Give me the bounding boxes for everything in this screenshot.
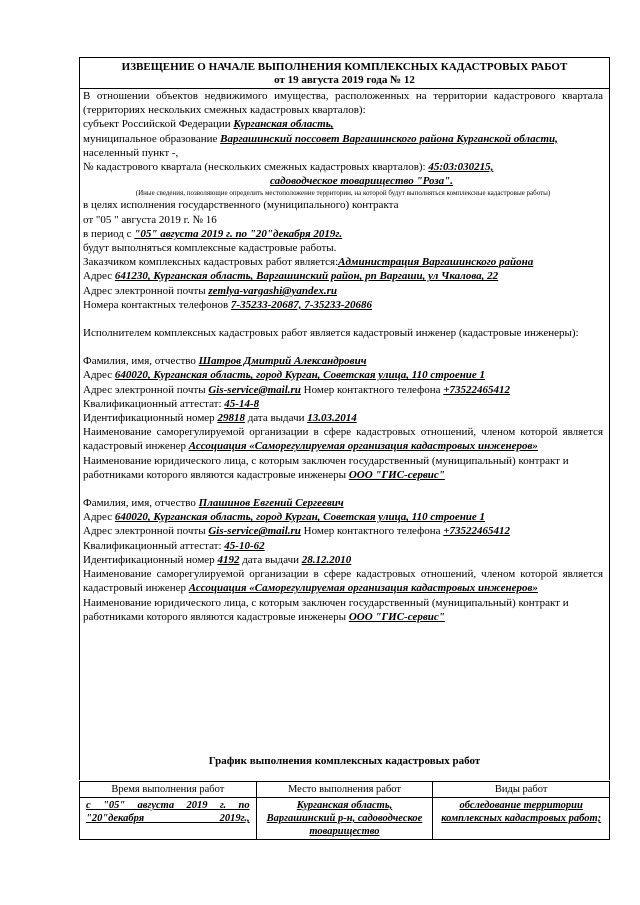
engineer-cert: Квалификационный аттестат: 45-10-62: [83, 539, 265, 552]
customer-email-value: zemlya-vargashi@yandex.ru: [208, 284, 337, 297]
customer-address-value: 641230, Курганская область, Варгашинский район, рп Варгаши, ул Чкалова, 22: [114, 270, 499, 283]
engineer-sro: Наименование саморегулируемой организации в сфере кадастровых отношений, членом которой является кадастровый инженер Ассоциация «Саморегулируемая организация кадастровых инженеров»: [83, 568, 603, 595]
engineer-org: Наименование юридического лица, с которым заключен государственный (муниципальный) контракт и работниками которого являются кадастровые инженеры ООО "ГИС-сервис": [83, 454, 569, 481]
customer-phones: Номера контактных телефонов 7-35233-20687, 7-35233-20686: [83, 298, 373, 311]
schedule-header-time: Время выполнения работ: [80, 782, 257, 798]
schedule-row: [80, 798, 610, 840]
schedule-kind: обследование территории комплексных кадастровых работ;: [433, 798, 610, 840]
engineer-idnum: Идентификационный номер 4192 дата выдачи 28.12.2010: [83, 553, 352, 566]
customer-phones-value: 7-35233-20687, 7-35233-20686: [230, 298, 373, 311]
period-line: в период с "05" августа 2019 г. по "20"декабря 2019г.: [83, 227, 343, 240]
notice-body: [83, 89, 603, 624]
municipal-line: муниципальное образование Варгашинский поссовет Варгашинского района Курганской области,: [83, 132, 558, 145]
engineer-fio: Фамилия, имя, отчество Плашинов Евгений Сергеевич: [83, 497, 344, 510]
municipal-value: Варгашинский поссовет Варгашинского района Курганской области,: [220, 132, 558, 145]
customer-value: Администрация Варгашинского района: [338, 256, 534, 269]
engineer-address: Адрес 640020, Курганская область, город Курган, Советская улица, 110 строение 1: [83, 511, 486, 524]
engineer-address: Адрес 640020, Курганская область, город Курган, Советская улица, 110 строение 1: [83, 369, 486, 382]
engineer-idnum: Идентификационный номер 29818 дата выдачи 13.03.2014: [83, 412, 357, 425]
engineer-contacts: Адрес электронной почты Gis-service@mail.ru Номер контактного телефона +73522465412: [83, 525, 510, 538]
schedule-header-kind: Виды работ: [433, 782, 610, 798]
contract-date: от "05 " августа 2019 г. № 16: [83, 213, 217, 226]
schedule-place: Курганская область, Варгашинский р-н, садоводческое товарищество: [256, 798, 433, 840]
engineer-fio: Фамилия, имя, отчество Шатров Дмитрий Александрович: [83, 355, 367, 368]
quarter-extra: садоводческое товарищество "Роза".: [270, 175, 453, 188]
engineer-org: Наименование юридического лица, с которым заключен государственный (муниципальный) контракт и работниками которого являются кадастровые инженеры ООО "ГИС-сервис": [83, 596, 569, 623]
engineer-contacts: Адрес электронной почты Gis-service@mail.ru Номер контактного телефона +73522465412: [83, 383, 510, 396]
quarter-value: 45:03:030215,: [428, 161, 494, 174]
customer-address: Адрес 641230, Курганская область, Варгашинский район, рп Варгаши, ул Чкалова, 22: [83, 270, 499, 283]
customer-email: Адрес электронной почты zemlya-vargashi@yandex.ru: [83, 284, 337, 297]
quarter-note: (Иные сведения, позволяющие определить местоположение территории, на которой будут выполняться комплексные кадастровые работы): [135, 189, 551, 198]
quarter-line: № кадастрового квартала (нескольких смежных кадастровых кварталов): 45:03:030215,: [83, 161, 494, 174]
engineer-sro: Наименование саморегулируемой организации в сфере кадастровых отношений, членом которой является кадастровый инженер Ассоциация «Саморегулируемая организация кадастровых инженеров»: [83, 426, 603, 453]
notice-header: [79, 57, 610, 89]
will-be-line: будут выполняться комплексные кадастровые работы.: [83, 242, 337, 255]
notice-title: ИЗВЕЩЕНИЕ О НАЧАЛЕ ВЫПОЛНЕНИЯ КОМПЛЕКСНЫХ КАДАСТРОВЫХ РАБОТ: [121, 61, 568, 73]
subject-value: Курганская область,: [233, 118, 334, 131]
executor-text: Исполнителем комплексных кадастровых работ является кадастровый инженер (кадастровые инженеры):: [83, 327, 579, 340]
schedule-header-row: [80, 782, 610, 798]
schedule-time: с "05" августа 2019 г. по "20"декабря 2019г.,: [80, 798, 257, 840]
schedule-title: График выполнения комплексных кадастровых работ: [208, 755, 481, 767]
schedule-table: [79, 781, 610, 840]
notice-subtitle: от 19 августа 2019 года № 12: [274, 74, 415, 86]
engineer-block-2: [83, 496, 603, 624]
customer-line: Заказчиком комплексных кадастровых работ является:Администрация Варгашинского района: [83, 256, 534, 269]
period-value: "05" августа 2019 г. по "20"декабря 2019г.: [134, 227, 343, 240]
intro-text: В отношении объектов недвижимого имущества, расположенных на территории кадастрового квартала (территориях нескольких смежных кадастровых кварталов):: [83, 90, 603, 117]
settlement-line: населенный пункт -,: [83, 146, 179, 159]
engineer-cert: Квалификационный аттестат: 45-14-8: [83, 397, 260, 410]
contract-purpose: в целях исполнения государственного (муниципального) контракта: [83, 199, 399, 212]
subject-line: субъект Российской Федерации Курганская область,: [83, 118, 334, 131]
schedule-header-place: Место выполнения работ: [256, 782, 433, 798]
engineer-block-1: [83, 354, 603, 482]
